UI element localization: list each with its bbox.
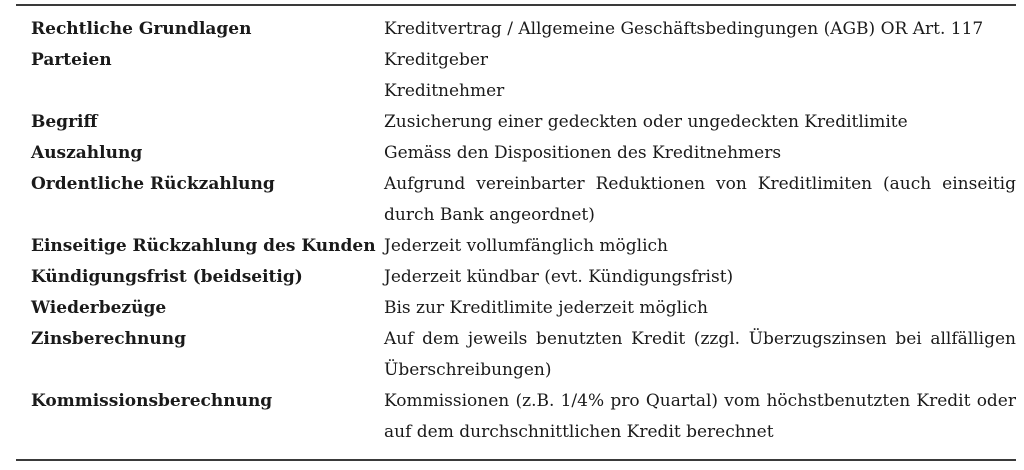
term-label: Auszahlung	[31, 143, 143, 163]
description-line: Kreditgeber	[384, 50, 489, 70]
term-description	[368, 14, 1016, 45]
top-rule	[16, 4, 1016, 6]
table-row	[16, 14, 1016, 45]
term-description	[368, 107, 1016, 138]
term-label: Kommissionsberechnung	[31, 391, 273, 411]
term-label: Zinsberechnung	[31, 329, 186, 349]
bottom-rule	[16, 459, 1016, 461]
term-label: Parteien	[31, 50, 112, 70]
table-row	[16, 324, 1016, 386]
description-line: Kommissionen (z.B. 1/4% pro Quartal) vom höchstbenutzten Kredit oder auf dem durchschnittlichen Kredit berechnet	[384, 391, 1016, 442]
term-label: Kündigungsfrist (beidseitig)	[31, 267, 303, 287]
term-description	[368, 231, 1016, 262]
term-label: Einseitige Rückzahlung des Kunden	[31, 236, 376, 256]
term-label: Begriff	[31, 112, 98, 132]
table-row	[16, 169, 1016, 231]
table-row	[16, 293, 1016, 324]
term-description	[368, 45, 1016, 107]
table-row	[16, 262, 1016, 293]
term-label: Ordentliche Rückzahlung	[31, 174, 275, 194]
description-line: Zusicherung einer gedeckten oder ungedeckten Kreditlimite	[384, 112, 908, 132]
description-line: Aufgrund vereinbarter Reduktionen von Kreditlimiten (auch einseitig durch Bank angeordnet)	[384, 174, 1016, 225]
table-row	[16, 138, 1016, 169]
term-description	[368, 386, 1016, 448]
credit-terms-table	[16, 14, 1016, 448]
description-line: Kreditvertrag / Allgemeine Geschäftsbedingungen (AGB) OR Art. 117	[384, 19, 984, 39]
term-description	[368, 138, 1016, 169]
table-row	[16, 231, 1016, 262]
term-label: Wiederbezüge	[31, 298, 167, 318]
table-row	[16, 107, 1016, 138]
table-row	[16, 45, 1016, 107]
table-row	[16, 386, 1016, 448]
term-description	[368, 169, 1016, 231]
description-line: Jederzeit vollumfänglich möglich	[384, 236, 669, 256]
term-description	[368, 262, 1016, 293]
description-line: Jederzeit kündbar (evt. Kündigungsfrist)	[384, 267, 734, 287]
description-line: Kreditnehmer	[384, 81, 505, 101]
description-line: Bis zur Kreditlimite jederzeit möglich	[384, 298, 708, 318]
term-label: Rechtliche Grundlagen	[31, 19, 252, 39]
term-description	[368, 293, 1016, 324]
term-description	[368, 324, 1016, 386]
description-line: Auf dem jeweils benutzten Kredit (zzgl. Überzugszinsen bei allfälligen Überschreibungen)	[384, 329, 1016, 380]
description-line: Gemäss den Dispositionen des Kreditnehmers	[384, 143, 782, 163]
